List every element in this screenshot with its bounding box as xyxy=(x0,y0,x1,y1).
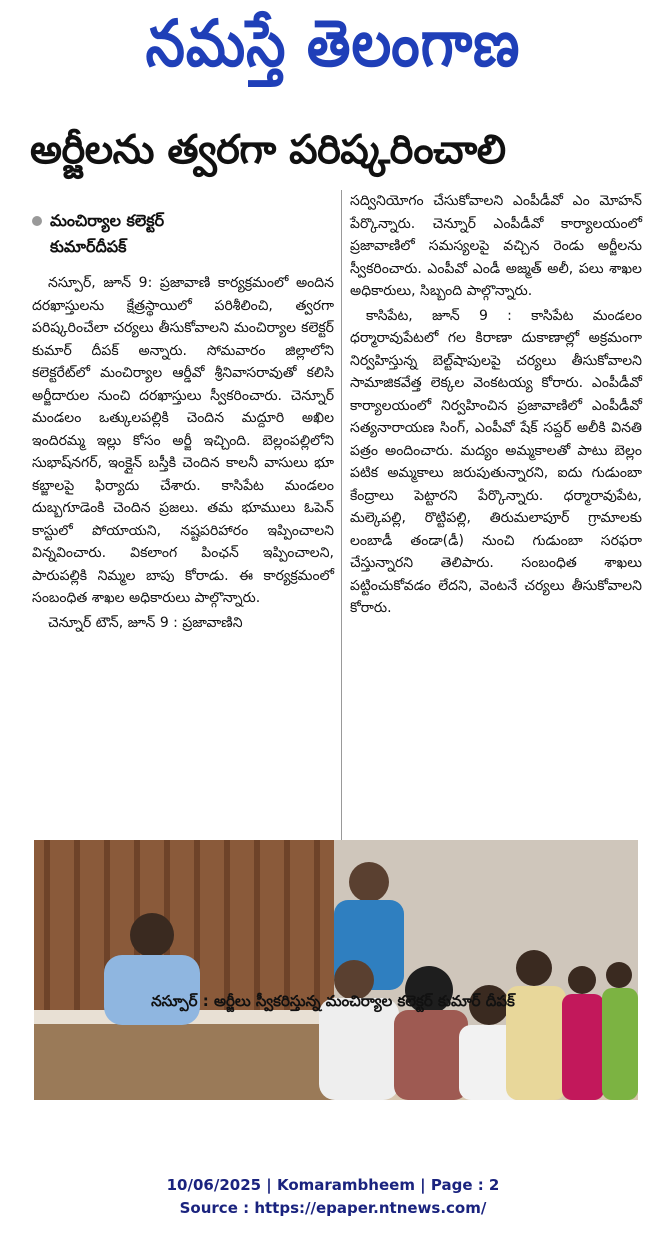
article-headline: అర్జీలను త్వరగా పరిష్కరించాలి xyxy=(30,126,506,173)
footer-date-edition: 10/06/2025 | Komarambheem | Page : 2 xyxy=(166,1176,500,1194)
masthead xyxy=(0,0,666,104)
article-right-column xyxy=(350,190,642,930)
article-paragraph: నస్పూర్, జూన్ 9: ప్రజావాణి కార్యక్రమంలో అందిన దరఖాస్తులను క్షేత్రస్థాయిలో పరిశీలించి, త్వరగా పరిష్కరించేలా చర్యలు తీసుకోవాలని మంచిర్యాల కలెక్టర్ కుమార్ దీపక్ అన్నారు. సోమవారం జిల్లాలోని కలెక్టరేట్‌లో మంచిర్యాల ఆర్డీవో శ్రీనివాసరావుతో కలిసి అర్జీదారుల నుంచి దరఖాస్తులు స్వీకరించారు. చెన్నూర్ మండలం ఒత్కులపల్లికి చెందిన మద్దూరి అఖిల ఇందిరమ్మ ఇల్లు కోసం అర్జీ ఇచ్చింది. బెల్లంపల్లిలోని సుభాష్‌నగర్, ఇంక్లైన్ బస్తీకి చెందిన కాలనీ వాసులు భూ కబ్జాలపై ఫిర్యాదు చేశారు. కాసిపేట మండలం దుబ్బగూడెంకి చెందిన ప్రజలు. తమ భూములు ఓపెన్ కాస్టులో పోయాయని, నష్టపరిహారం ఇప్పించాలని విన్నవించారు. వికలాంగ పింఛన్ ఇప్పించాలని, పారుపల్లికి నిమ్మల బాపు కోరాడు. ఈ కార్యక్రమంలో సంబంధిత శాఖల అధికారులు పాల్గొన్నారు. xyxy=(32,275,334,606)
article-subhead xyxy=(32,208,334,260)
subhead-line-1: మంచిర్యాల కలెక్టర్ xyxy=(50,211,165,230)
bullet-icon xyxy=(32,216,42,226)
subhead-line-2: కుమార్‌దీపక్ xyxy=(50,237,127,256)
column-divider xyxy=(341,190,342,930)
article-left-column xyxy=(32,208,334,928)
article-paragraph: చెన్నూర్ టౌన్, జూన్ 9 : ప్రజావాణిని xyxy=(48,614,243,631)
article-paragraph: సద్వినియోగం చేసుకోవాలని ఎంపీడీవో ఎం మోహన్ పేర్కొన్నారు. చెన్నూర్ ఎంపీడీవో కార్యాలయంలో ప్రజావాణిలో సమస్యలపై వచ్చిన రెండు అర్జీలను స్వీకరించారు. ఎంపీవో ఎండీ అజ్మత్ అలీ, పలు శాఖల అధికారులు, సిబ్బంది పాల్గొన్నారు. xyxy=(350,193,642,299)
photo-illustration xyxy=(34,840,638,1100)
photo-caption: నస్పూర్ : అర్జీలు స్వీకరిస్తున్న మంచిర్యాల కలెక్టర్ కుమార్ దీపక్ xyxy=(151,992,515,1010)
footer-source: Source : https://epaper.ntnews.com/ xyxy=(179,1199,487,1217)
article-photo xyxy=(34,840,638,1100)
newspaper-title: నమస్తే తెలంగాణ xyxy=(145,6,521,82)
article-paragraph: కాసిపేట, జూన్ 9 : కాసిపేట మండలం ధర్మారావుపేటలో గల కిరాణా దుకాణాల్లో అక్రమంగా నిర్వహిస్తున్న బెల్ట్‌షాపులపై చర్యలు తీసుకోవాలని సామాజికవేత్త లెక్కల వెంకటయ్య కోరారు. ఎంపీడీవో కార్యాలయంలో నిర్వహించిన ప్రజావాణిలో ఎంపీడీవో సత్యనారాయణ సింగ్, ఎంపీవో షేక్ సప్దర్ అలీకి వినతి పత్రం అందించారు. మద్యం అమ్మకాలతో పాటు బెల్లం పటిక అమ్మకాలు జరుపుతున్నారని, ఐదు గుడుంబా కేంద్రాలు పెట్టారని పేర్కొన్నారు. ధర్మారావుపేట, మల్కెపల్లి, రొట్టిపల్లి, తిరుమలాపూర్ గ్రామాలకు లంబాడీ తండా(డీ) నుంచి గుడుంబా సరఫరా చేస్తున్నారని తెలిపారు. సంబంధిత శాఖలు పట్టించుకోవడం లేదని, వెంటనే చర్యలు తీసుకోవాలని కోరారు. xyxy=(350,307,642,616)
news-article xyxy=(22,118,644,1121)
